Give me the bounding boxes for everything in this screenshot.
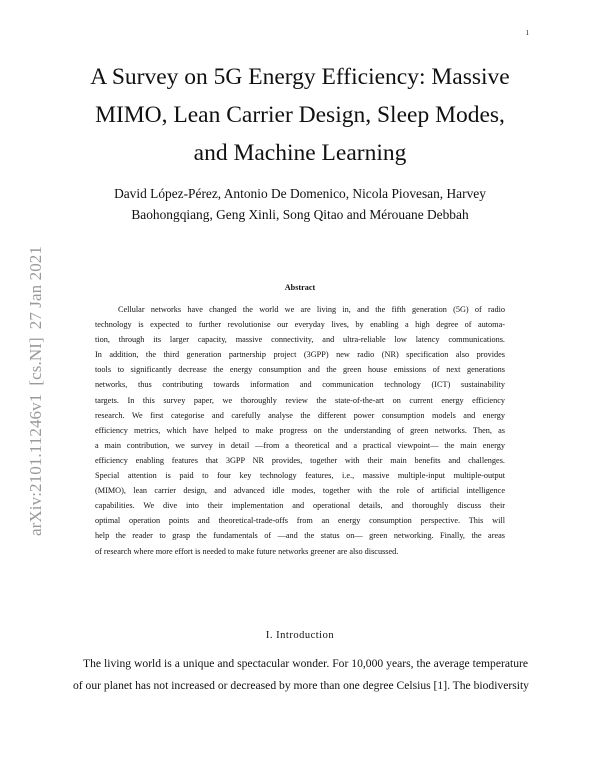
abstract-line: of research where more effort is needed to make future networks greener are also discussed. [95, 546, 399, 556]
arxiv-date: 27 Jan 2021 [26, 246, 45, 330]
body-line: of our planet has not increased or decreased by more than one degree Celsius [1]. The biodiversity [73, 679, 529, 692]
abstract-line: help the reader to grasp the fundamentals of —and the status on— green networking. Finally, the areas [95, 531, 505, 541]
title-line: MIMO, Lean Carrier Design, Sleep Modes, [95, 102, 505, 128]
abstract-line: targets. In this survey paper, we thoroughly review the state-of-the-art on current energy efficiency [95, 395, 505, 405]
abstract-line: research. We first categorise and carefully analyse the different power consumption models and energy [95, 410, 505, 420]
abstract-line: tion, through its larger capacity, massive connectivity, and ultra-reliable low latency communications. [95, 335, 505, 345]
author-line: Baohongqiang, Geng Xinli, Song Qitao and Mérouane Debbah [131, 207, 469, 222]
abstract-line: capabilities. We dive into their implementation and operational details, and thoroughly discuss their [95, 501, 505, 511]
abstract-line: tools to significantly decrease the energy consumption and the green house emissions of next generations [95, 365, 505, 375]
abstract-line: Cellular networks have changed the world we are living in, and the fifth generation (5G) of radio [118, 305, 505, 314]
abstract-line: In addition, the third generation partnership project (3GPP) new radio (NR) specification also provides [95, 350, 505, 360]
abstract-line: technology is expected to further revolutionise our everyday lives, by enabling a high degree of automa- [95, 320, 505, 330]
abstract-line: efficiency metrics, which have helped to make progress on the understanding of green networks. Then, as [95, 425, 505, 435]
arxiv-category: [cs.NI] [26, 337, 45, 386]
abstract-heading: Abstract [284, 283, 316, 292]
arxiv-stamp [26, 196, 46, 536]
paper-title [60, 58, 540, 172]
abstract-line: (MIMO), lean carrier design, and advanced idle modes, together with the role of artificial intelligence [95, 486, 505, 496]
author-list [90, 183, 510, 225]
abstract-body [95, 302, 505, 559]
abstract-line: efficiency enabling features that 3GPP NR provides, together with their main benefits and challenges. [95, 455, 505, 465]
abstract-line: Special attention is paid to four key technology features, i.e., massive multiple-input multiple-output [95, 471, 505, 481]
abstract-line: a main contribution, we survey in detail —from a theoretical and a practical viewpoint— the main energy [95, 440, 505, 450]
abstract-line: optimal operation points and theoretical-trade-offs from an energy consumption perspective. This will [95, 516, 505, 526]
abstract-line: networks, thus contributing towards information and communication technology (ICT) sustainability [95, 380, 505, 390]
title-line: A Survey on 5G Energy Efficiency: Massive [90, 64, 510, 90]
arxiv-id: arXiv:2101.11246v1 [26, 393, 45, 536]
title-line: and Machine Learning [193, 140, 407, 166]
body-line: The living world is a unique and spectacular wonder. For 10,000 years, the average temperature [83, 657, 528, 670]
introduction-text [73, 653, 528, 697]
author-line: David López-Pérez, Antonio De Domenico, Nicola Piovesan, Harvey [114, 186, 486, 201]
section-heading-introduction: I. Introduction [265, 630, 335, 641]
page-number: 1 [525, 29, 529, 37]
